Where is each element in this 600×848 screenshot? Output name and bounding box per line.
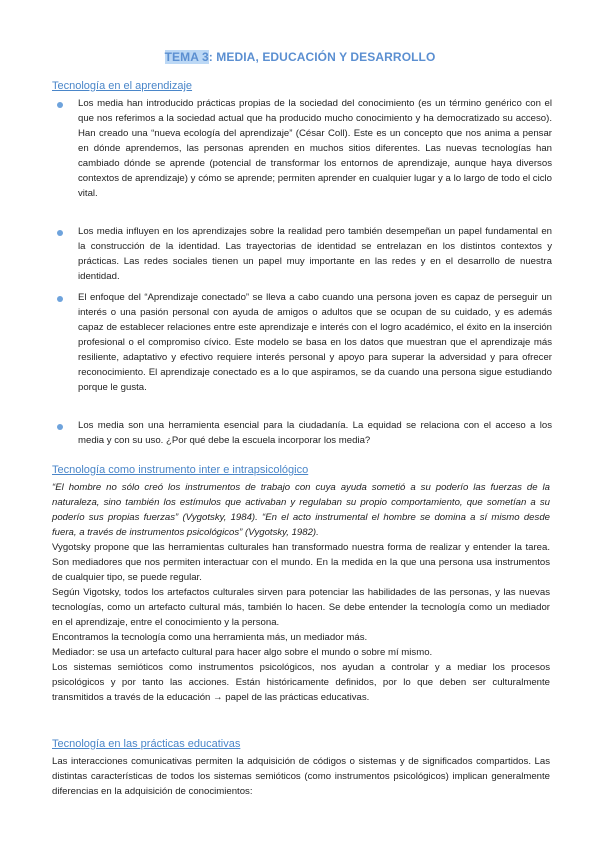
bullet-item-1 — [78, 96, 552, 201]
bullet-marker — [57, 424, 63, 430]
section-2-paragraph: Encontramos la tecnología como una herramienta más, un mediador más. — [52, 632, 368, 643]
section-2-body — [52, 480, 550, 705]
section-3-paragraph: Las interacciones comunicativas permiten la adquisición de códigos o sistemas y de significados compartidos. Las distintas características de todos los sistemas semióticos (como instrumentos psicológicos) implican generalmente diferencias en la adquisición de conocimientos: — [52, 756, 550, 797]
bullet-item-4 — [78, 418, 552, 448]
section-3-body — [52, 754, 550, 799]
bullet-1-text: Los media han introducido prácticas propias de la sociedad del conocimiento (es un término genérico con el que nos referimos a la sociedad actual que ha producido mucho conocimiento y ha democratizado su acceso). Han creado una “nueva ecología del aprendizaje” (César Coll). Este es un concepto que nos anima a pensar en dónde aprendemos, las personas aprenden en muchos sitios diferentes. Las nuevas tecnologías han cambiado dónde se aprende (potencial de transformar los entornos de aprendizaje, aunque haya diversos contextos de aprendizaje) y cómo se aprende; permiten aprender en cualquier lugar y a lo largo de todo el ciclo vital. — [78, 98, 552, 199]
bullet-item-2 — [78, 224, 552, 284]
section-heading-3: Tecnología en las prácticas educativas — [52, 738, 241, 750]
vygotsky-quote: “El hombre no sólo creó los instrumentos de trabajo con cuya ayuda sometió a su poderío las fuerzas de la naturaleza, sino también los estímulos que activaban y regulaban su propio comportamiento, que sometían a su poderío sus propias fuerzas” (Vygotsky, 1984). “En el acto instrumental el hombre se domina a sí mismo desde fuera, a través de instrumentos psicológicos” (Vygotsky, 1982). — [52, 482, 550, 538]
section-heading-1: Tecnología en el aprendizaje — [52, 80, 193, 92]
section-2-paragraph: Mediador: se usa un artefacto cultural para hacer algo sobre el mundo o sobre mí mismo. — [52, 647, 433, 658]
bullet-marker — [57, 102, 63, 108]
title-highlight: TEMA 3 — [164, 50, 209, 64]
section-2-paragraph: Según Vigotsky, todos los artefactos culturales sirven para potenciar las habilidades de las personas, y las nuevas tecnologías, como un artefacto cultural más, también lo hacen. Se debe entender la tecnología como un mediador en el aprendizaje, entre el conocimiento y la persona. — [52, 587, 550, 628]
bullet-item-3 — [78, 290, 552, 395]
section-2-paragraph: Los sistemas semióticos como instrumentos psicológicos, nos ayudan a controlar y a mediar los procesos psicológicos y por tanto las acciones. Están históricamente definidos, por lo que deben ser culturalmente transmitidos a través de la educación → papel de las prácticas educativas. — [52, 662, 550, 703]
bullet-3-text: El enfoque del “Aprendizaje conectado” se lleva a cabo cuando una persona joven es capaz de perseguir un interés o una pasión personal con ayuda de amigos o adultos que se ocupan de su cuidado, y es además capaz de establecer relaciones entre este aprendizaje e interés con el logro académico, el éxito en la inserción profesional o el compromiso cívico. Este modelo se basa en los datos que muestran que el aprendizaje más resiliente, adaptativo y efectivo requiere interés personal y apoyo para superar la adversidad y para ofrecer reconocimiento. El aprendizaje conectado es a lo que aspiramos, se da cuando una persona sigue estudiando porque le gusta. — [78, 292, 552, 393]
bullet-4-text: Los media son una herramienta esencial para la ciudadanía. La equidad se relaciona con el acceso a los media y con su uso. ¿Por qué debe la escuela incorporar los media? — [78, 420, 552, 446]
bullet-marker — [57, 296, 63, 302]
section-2-paragraph: Vygotsky propone que las herramientas culturales han transformado nuestra forma de realizar y entender la tarea. Son mediadores que nos permiten interactuar con el mundo. En la medida en la que una persona usa instrumentos de cualquier tipo, se puede regular. — [52, 542, 550, 583]
title-rest: : MEDIA, EDUCACIÓN Y DESARROLLO — [208, 50, 436, 64]
bullet-2-text: Los media influyen en los aprendizajes sobre la realidad pero también desempeñan un papel fundamental en la construcción de la identidad. Las trayectorias de identidad se entrelazan en los distintos contextos y prácticas. Las redes sociales tienen un papel muy importante en las redes y en el desarrollo de nuestra identidad. — [78, 226, 552, 282]
bullet-marker — [57, 230, 63, 236]
page-title — [0, 50, 600, 64]
section-heading-2: Tecnología como instrumento inter e intrapsicológico — [52, 464, 309, 476]
